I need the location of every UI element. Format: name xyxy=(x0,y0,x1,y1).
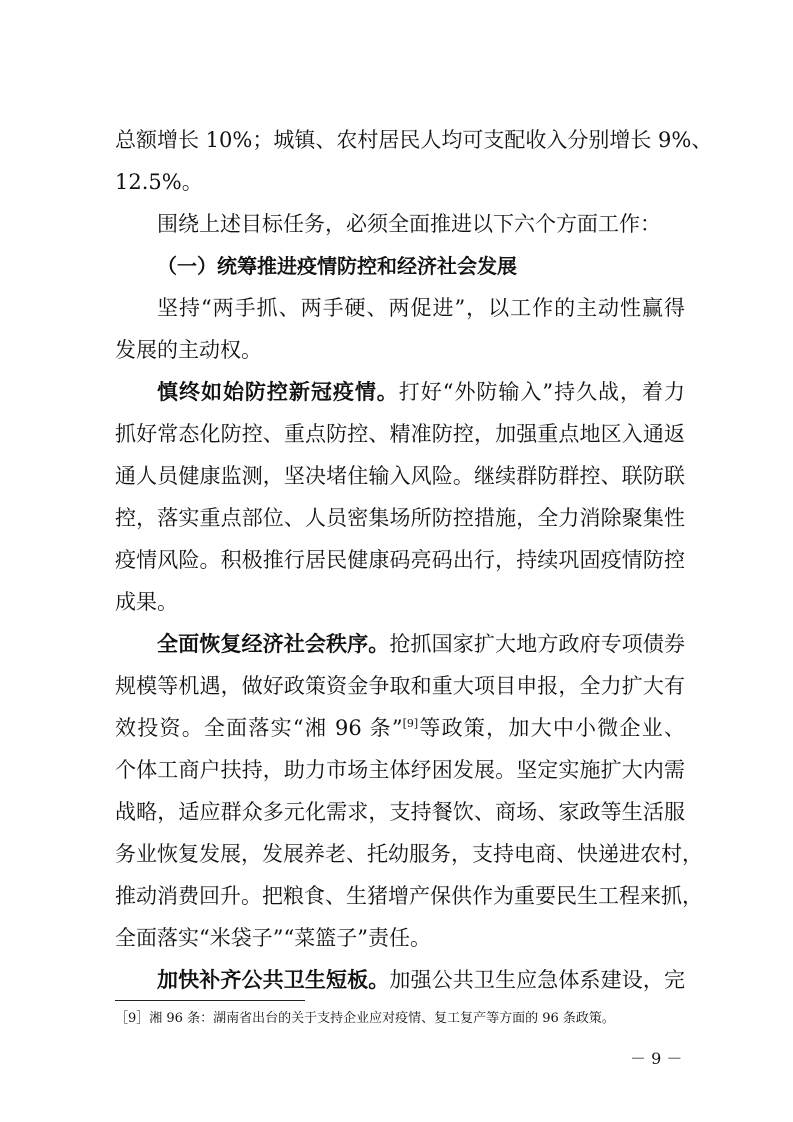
lead-phrase: 加快补齐公共卫生短板。 xyxy=(157,967,390,992)
paragraph-line: 务业恢复发展，发展养老、托幼服务，支持电商、快递进农村， xyxy=(115,842,703,866)
paragraph-line: 慎终如始防控新冠疫情。打好“外防输入”持久战，着力 xyxy=(157,379,685,404)
paragraph-line: 抓好常态化防控、重点防控、精准防控，加强重点地区入通返 xyxy=(115,422,685,446)
paragraph-line: 个体工商户扶持，助力市场主体纾困发展。坚定实施扩大内需 xyxy=(115,758,685,782)
paragraph-line: 规模等机遇，做好政策资金争取和重大项目申报，全力扩大有 xyxy=(115,674,685,698)
paragraph-line: 战略，适应群众多元化需求，支持餐饮、商场、家政等生活服 xyxy=(115,800,685,824)
footnote-ref[interactable]: [9] xyxy=(402,717,419,730)
paragraph-line: 12.5%。 xyxy=(115,170,203,194)
paragraph-line: 发展的主动权。 xyxy=(115,338,262,362)
paragraph-line: 效投资。全面落实“湘 96 条”[9]等政策，加大中小微企业、 xyxy=(115,716,685,740)
paragraph-line: 全面落实“米袋子”“菜篮子”责任。 xyxy=(115,926,431,950)
paragraph-line: 控，落实重点部位、人员密集场所防控措施，全力消除聚集性 xyxy=(115,506,685,530)
lead-phrase: 慎终如始防控新冠疫情。 xyxy=(157,379,399,404)
paragraph-line: 疫情风险。积极推行居民健康码亮码出行，持续巩固疫情防控 xyxy=(115,548,685,572)
paragraph-line: 加快补齐公共卫生短板。加强公共卫生应急体系建设，完 xyxy=(157,967,685,992)
paragraph-line: 推动消费回升。把粮食、生猪增产保供作为重要民生工程来抓， xyxy=(115,884,703,908)
paragraph-line: 全面恢复经济社会秩序。抢抓国家扩大地方政府专项债券 xyxy=(157,631,685,656)
paragraph-line: 围绕上述目标任务，必须全面推进以下六个方面工作： xyxy=(157,212,661,236)
footnote: ［9］湘 96 条：湖南省出台的关于支持企业应对疫情、复工复产等方面的 96 条政策。 xyxy=(115,1011,615,1026)
page-number: － 9 － xyxy=(630,1049,683,1068)
paragraph-line: 成果。 xyxy=(115,590,178,614)
paragraph-line: 坚持“两手抓、两手硬、两促进”，以工作的主动性赢得 xyxy=(157,296,685,320)
paragraph-line: 通人员健康监测，坚决堵住输入风险。继续群防群控、联防联 xyxy=(115,464,685,488)
paragraph-line: 总额增长 10%；城镇、农村居民人均可支配收入分别增长 9%、 xyxy=(115,128,713,152)
footnote-divider xyxy=(115,1000,305,1001)
section-heading: （一）统筹推进疫情防控和经济社会发展 xyxy=(157,254,517,278)
lead-phrase: 全面恢复经济社会秩序。 xyxy=(157,631,390,656)
